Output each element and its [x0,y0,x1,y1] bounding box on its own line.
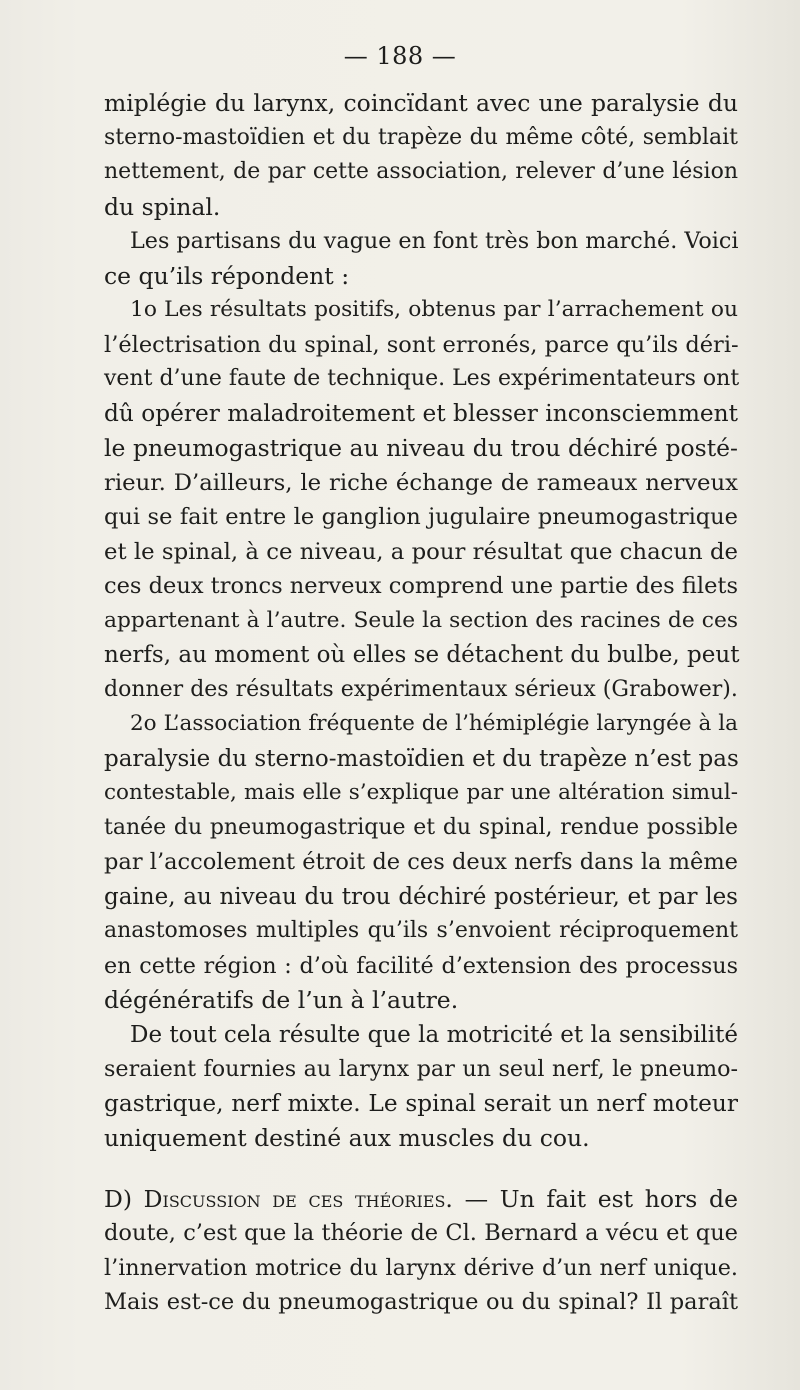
text-line: rieur. D’ailleurs, le riche échange de rameaux nerveux [104,469,738,496]
text-line: ces deux troncs nerveux comprend une partie des filets [104,573,738,599]
text-line: nerfs, au moment où elles se détachent du bulbe, peut [104,642,740,668]
paragraph-point-2 [104,707,738,1018]
text-line: tanée du pneumogastrique et du spinal, rendue possible [104,814,738,840]
section-heading-rest: — Un fait est hors de [464,1184,738,1213]
text-line: 1o Les résultats positifs, obtenus par l’arrachement ou [130,297,738,322]
text-line: dégénératifs de l’un à l’autre. [104,986,459,1014]
text-line: 2o L’association fréquente de l’hémiplégie laryngée à la [130,711,738,736]
text-line: par l’accolement étroit de ces deux nerfs dans la même [104,849,738,875]
text-line: anastomoses multiples qu’ils s’envoient réciproquement [104,918,738,943]
paragraph-2 [104,224,738,293]
text-line: miplégie du larynx, coincïdant avec une paralysie du [104,89,738,117]
paragraph-1 [104,86,738,224]
text-line [104,1182,738,1217]
text-line: ce qu’ils répondent : [104,261,350,290]
text-line: et le spinal, à ce niveau, a pour résultat que chacun de [104,538,738,565]
text-line: donner des résultats expérimentaux sérieux (Grabower). [104,676,738,702]
text-line: dû opérer maladroitement et blesser inconsciemment [104,399,738,427]
section-gap [104,1156,738,1182]
text-line: gastrique, nerf mixte. Le spinal serait un nerf moteur [104,1089,738,1117]
text-line: uniquement destiné aux muscles du cou. [104,1124,590,1152]
text-line: l’innervation motrice du larynx dérive d’un nerf unique. [104,1254,738,1281]
text-line: sterno-mastoïdien et du trapèze du même côté, semblait [104,124,738,150]
text-line: seraient fournies au larynx par un seul nerf, le pneumo- [104,1056,738,1082]
text-line: Mais est-ce du pneumogastrique ou du spinal? Il paraît [104,1289,738,1315]
paragraph-point-1 [104,293,738,707]
text-line: en cette région : d’où facilité d’extension des processus [104,952,738,979]
section-heading: D) Discussion de ces théories. [104,1184,453,1213]
text-line: De tout cela résulte que la motricité et la sensibilité [130,1021,738,1048]
text-line: nettement, de par cette association, relever d’une lésion [104,159,738,184]
paragraph-conclusion [104,1018,738,1156]
body-text [104,86,738,1320]
text-line: qui se fait entre le ganglion jugulaire pneumogastrique [104,504,738,530]
text-line: l’électrisation du spinal, sont erronés, parce qu’ils déri- [104,331,739,358]
text-line: gaine, au niveau du trou déchiré postérieur, et par les [104,883,738,910]
text-line: doute, c’est que la théorie de Cl. Bernard a vécu et que [104,1220,738,1246]
text-line: contestable, mais elle s’explique par une altération simul- [104,780,738,805]
text-line: vent d’une faute de technique. Les expérimentateurs ont [104,366,740,391]
section-d [104,1182,738,1320]
text-line: du spinal. [104,192,221,221]
page-number: — 188 — [343,42,457,70]
text-line: paralysie du sterno-mastoïdien et du trapèze n’est pas [104,745,739,772]
text-line: appartenant à l’autre. Seule la section des racines de ces [104,607,738,633]
text-line: le pneumogastrique au niveau du trou déchiré posté- [104,434,738,462]
text-line: Les partisans du vague en font très bon marché. Voici [130,228,739,254]
